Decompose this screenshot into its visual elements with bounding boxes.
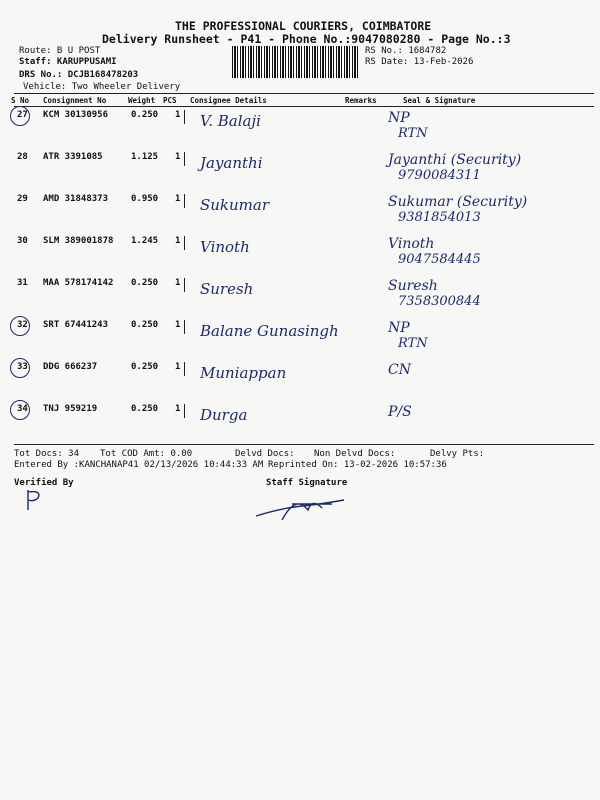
row-pcs: 1	[175, 110, 181, 120]
non-delivered-docs: Non Delvd Docs:	[314, 449, 396, 459]
row-sno: 31	[17, 278, 28, 288]
row-pcs: 1	[175, 404, 181, 414]
row-consignee-handwriting: Jayanthi	[200, 154, 263, 172]
row-consignee-handwriting: Muniappan	[200, 364, 287, 382]
row-separator-tick	[184, 278, 185, 292]
runsheet-subtitle: Delivery Runsheet - P41 - Phone No.:9047080280 - Page No.:3	[102, 32, 511, 46]
row-weight: 0.250	[131, 278, 159, 288]
row-seal-line1: Jayanthi (Security)	[388, 152, 522, 168]
vehicle-label: Vehicle: Two Wheeler Delivery	[23, 82, 181, 92]
row-pcs: 1	[175, 320, 181, 330]
row-consignment: ATR 3391085	[43, 152, 103, 162]
row-seal-line2: 9047584445	[398, 252, 481, 267]
row-seal-line1: CN	[388, 362, 411, 378]
drs-number: DRS No.: DCJB168478203	[19, 70, 139, 80]
row-seal-line1: Vinoth	[388, 236, 435, 252]
row-consignee-handwriting: Suresh	[200, 280, 254, 298]
row-weight: 0.250	[131, 362, 159, 372]
total-cod: Tot COD Amt: 0.00	[100, 449, 193, 459]
row-weight: 0.250	[131, 320, 159, 330]
row-sno: 33	[17, 362, 28, 372]
row-separator-tick	[184, 320, 185, 334]
row-consignment: AMD 31848373	[43, 194, 109, 204]
row-consignment: DDG 666237	[43, 362, 98, 372]
row-consignee-handwriting: Vinoth	[200, 238, 250, 256]
row-sno: 34	[17, 404, 28, 414]
serial-circle-mark	[10, 400, 30, 420]
row-pcs: 1	[175, 278, 181, 288]
row-consignee-handwriting: Durga	[200, 406, 248, 424]
row-weight: 0.250	[131, 110, 159, 120]
reprinted-on: Reprinted On: 13-02-2026 10:57:36	[268, 460, 447, 470]
staff-signature-label: Staff Signature	[266, 478, 348, 488]
row-seal-line1: Suresh	[388, 278, 438, 294]
row-consignee-handwriting: Balane Gunasingh	[200, 322, 339, 340]
row-seal-line2: 9790084311	[398, 168, 481, 183]
col-pcs: PCS	[163, 96, 177, 105]
delivery-points: Delvy Pts:	[430, 449, 485, 459]
row-seal-line1: P/S	[388, 404, 412, 420]
company-title: THE PROFESSIONAL COURIERS, COIMBATORE	[175, 19, 432, 33]
delivered-docs: Delvd Docs:	[235, 449, 295, 459]
col-consignee: Consignee Details	[190, 96, 267, 105]
row-consignee-handwriting: Sukumar	[200, 196, 270, 214]
row-consignment: KCM 30130956	[43, 110, 109, 120]
row-separator-tick	[184, 110, 185, 124]
verified-by-label: Verified By	[14, 478, 74, 488]
row-separator-tick	[184, 152, 185, 166]
row-consignee-handwriting: V. Balaji	[200, 112, 261, 130]
row-sno: 27	[17, 110, 28, 120]
route-label: Route: B U POST	[19, 46, 101, 56]
row-seal-line2: 7358300844	[398, 294, 481, 309]
rs-number: RS No.: 1684782	[365, 46, 447, 56]
row-sno: 30	[17, 236, 28, 246]
row-pcs: 1	[175, 236, 181, 246]
row-pcs: 1	[175, 152, 181, 162]
row-consignment: SLM 389001878	[43, 236, 114, 246]
row-separator-tick	[184, 362, 185, 376]
row-seal-line1: NP	[388, 110, 410, 126]
serial-circle-mark	[10, 358, 30, 378]
row-pcs: 1	[175, 194, 181, 204]
row-seal-line2: RTN	[398, 336, 428, 351]
total-docs: Tot Docs: 34	[14, 449, 80, 459]
row-pcs: 1	[175, 362, 181, 372]
col-weight: Weight	[128, 96, 156, 105]
staff-label: Staff: KARUPPUSAMI	[19, 57, 117, 67]
header-bottom-rule	[14, 106, 594, 107]
serial-circle-mark	[10, 316, 30, 336]
row-seal-line1: NP	[388, 320, 410, 336]
staff-signature	[252, 490, 352, 530]
row-seal-line2: 9381854013	[398, 210, 481, 225]
row-consignment: TNJ 959219	[43, 404, 98, 414]
col-consignment: Consignment No	[43, 96, 107, 105]
row-weight: 0.250	[131, 404, 159, 414]
row-weight: 0.950	[131, 194, 159, 204]
row-seal-line2: RTN	[398, 126, 428, 141]
col-sno: S No	[11, 96, 30, 105]
col-remarks: Remarks	[345, 96, 377, 105]
row-sno: 32	[17, 320, 28, 330]
header-top-rule	[14, 93, 594, 94]
verifier-signature	[22, 486, 62, 516]
entered-by: Entered By :KANCHANAP41 02/13/2026 10:44:33 AM	[14, 460, 264, 470]
col-seal: Seal & Signature	[403, 96, 476, 105]
row-sno: 29	[17, 194, 28, 204]
barcode	[232, 46, 358, 78]
row-separator-tick	[184, 404, 185, 418]
row-sno: 28	[17, 152, 28, 162]
row-seal-line1: Sukumar (Security)	[388, 194, 528, 210]
row-consignment: SRT 67441243	[43, 320, 109, 330]
serial-circle-mark	[10, 106, 30, 126]
row-consignment: MAA 578174142	[43, 278, 114, 288]
row-weight: 1.125	[131, 152, 159, 162]
table-bottom-rule	[14, 444, 594, 445]
row-weight: 1.245	[131, 236, 159, 246]
rs-date: RS Date: 13-Feb-2026	[365, 57, 474, 67]
row-separator-tick	[184, 194, 185, 208]
row-separator-tick	[184, 236, 185, 250]
